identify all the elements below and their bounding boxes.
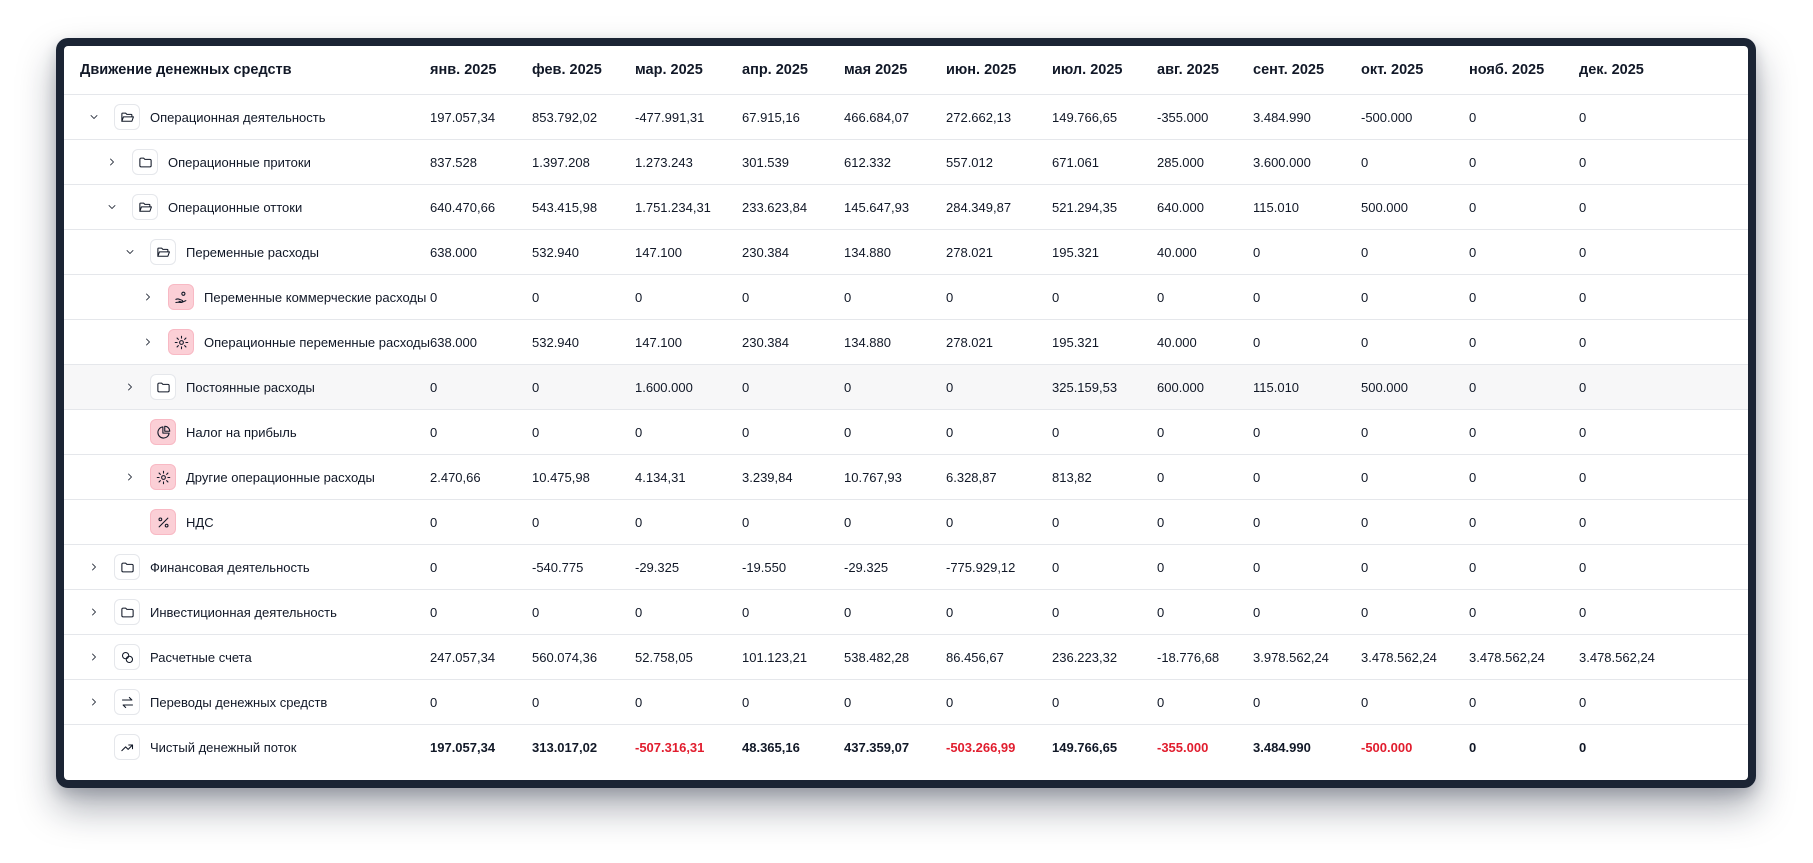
value-cell: 0: [532, 275, 635, 320]
value-cell: 853.792,02: [532, 95, 635, 140]
value-cell: 0: [635, 275, 742, 320]
folder-icon: [114, 599, 140, 625]
table-row[interactable]: [64, 320, 1748, 365]
value-cell: 0: [1579, 680, 1748, 725]
value-cell: 0: [1157, 410, 1253, 455]
value-cell: 0: [844, 680, 946, 725]
row-label: Чистый денежный поток: [150, 739, 297, 755]
row-header: [80, 509, 430, 535]
value-cell: 2.470,66: [430, 455, 532, 500]
value-cell: 0: [1157, 275, 1253, 320]
chevron-right-icon[interactable]: [80, 600, 108, 624]
row-header-cell: [64, 230, 430, 275]
table-row[interactable]: [64, 590, 1748, 635]
value-cell: 532.940: [532, 320, 635, 365]
value-cell: 1.397.208: [532, 140, 635, 185]
value-cell: 230.384: [742, 230, 844, 275]
row-header: [80, 284, 430, 310]
value-cell: 0: [1253, 545, 1361, 590]
month-header: июл. 2025: [1052, 46, 1157, 95]
value-cell: 0: [742, 590, 844, 635]
value-cell: 0: [1469, 140, 1579, 185]
value-cell: 4.134,31: [635, 455, 742, 500]
value-cell: 0: [1469, 500, 1579, 545]
value-cell: 0: [1361, 680, 1469, 725]
value-cell: 0: [1052, 275, 1157, 320]
value-cell: 638.000: [430, 230, 532, 275]
table-row[interactable]: [64, 140, 1748, 185]
value-cell: 0: [532, 590, 635, 635]
row-label: Операционные притоки: [168, 154, 311, 170]
row-header: [80, 734, 430, 760]
table-row[interactable]: [64, 410, 1748, 455]
value-cell: 0: [1361, 545, 1469, 590]
row-header-cell: [64, 140, 430, 185]
row-header: [80, 149, 430, 175]
value-cell: 0: [1253, 275, 1361, 320]
folder-open-icon: [132, 194, 158, 220]
value-cell: 0: [635, 590, 742, 635]
chevron-right-icon[interactable]: [80, 690, 108, 714]
chevron-right-icon[interactable]: [80, 555, 108, 579]
folder-icon: [114, 554, 140, 580]
value-cell: 233.623,84: [742, 185, 844, 230]
value-cell: 3.478.562,24: [1361, 635, 1469, 680]
value-cell: 147.100: [635, 230, 742, 275]
table-row[interactable]: [64, 230, 1748, 275]
row-label: Финансовая деятельность: [150, 559, 310, 575]
row-header: [80, 419, 430, 445]
value-cell: 0: [844, 500, 946, 545]
row-header: [80, 374, 430, 400]
value-cell: 52.758,05: [635, 635, 742, 680]
value-cell: 67.915,16: [742, 95, 844, 140]
row-label: Операционные оттоки: [168, 199, 303, 215]
value-cell: 0: [946, 365, 1052, 410]
chevron-down-icon[interactable]: [80, 105, 108, 129]
row-label: Переменные коммерческие расходы: [204, 289, 427, 305]
row-header: [80, 599, 430, 625]
trending-up-icon: [114, 734, 140, 760]
header-row: [64, 46, 1748, 95]
chevron-right-icon[interactable]: [116, 375, 144, 399]
value-cell: 0: [1052, 680, 1157, 725]
chevron-right-icon[interactable]: [134, 330, 162, 354]
month-header: нояб. 2025: [1469, 46, 1579, 95]
value-cell: 278.021: [946, 320, 1052, 365]
total-row: [64, 725, 1748, 770]
row-header-cell: [64, 275, 430, 320]
value-cell: 0: [1157, 455, 1253, 500]
value-cell: 6.328,87: [946, 455, 1052, 500]
value-cell: 0: [946, 500, 1052, 545]
value-cell: 1.600.000: [635, 365, 742, 410]
value-cell: 0: [1469, 365, 1579, 410]
value-cell: 1.273.243: [635, 140, 742, 185]
month-header: апр. 2025: [742, 46, 844, 95]
value-cell: 0: [1469, 455, 1579, 500]
value-cell: 0: [1361, 230, 1469, 275]
row-header: [80, 689, 430, 715]
value-cell: -18.776,68: [1157, 635, 1253, 680]
value-cell: 10.475,98: [532, 455, 635, 500]
value-cell: 0: [532, 680, 635, 725]
chevron-down-icon[interactable]: [116, 240, 144, 264]
month-header: мая 2025: [844, 46, 946, 95]
table-row[interactable]: [64, 95, 1748, 140]
chevron-right-icon[interactable]: [134, 285, 162, 309]
value-cell: 0: [1579, 320, 1748, 365]
value-cell: 0: [844, 410, 946, 455]
value-cell: 0: [1253, 320, 1361, 365]
value-cell: 272.662,13: [946, 95, 1052, 140]
row-header-cell: [64, 590, 430, 635]
row-header-cell: [64, 95, 430, 140]
value-cell: 278.021: [946, 230, 1052, 275]
value-cell: 134.880: [844, 320, 946, 365]
value-cell: 10.767,93: [844, 455, 946, 500]
value-cell: 0: [1361, 140, 1469, 185]
value-cell: 813,82: [1052, 455, 1157, 500]
value-cell: 0: [946, 590, 1052, 635]
value-cell: 0: [1579, 95, 1748, 140]
month-header: сент. 2025: [1253, 46, 1361, 95]
value-cell: -775.929,12: [946, 545, 1052, 590]
value-cell: 0: [1469, 590, 1579, 635]
value-cell: 0: [1579, 455, 1748, 500]
row-header-cell: [64, 365, 430, 410]
value-cell: 0: [1052, 500, 1157, 545]
folder-icon: [150, 374, 176, 400]
value-cell: 0: [1157, 590, 1253, 635]
value-cell: 0: [430, 545, 532, 590]
value-cell: 538.482,28: [844, 635, 946, 680]
value-cell: 0: [1361, 320, 1469, 365]
value-cell: 0: [1579, 545, 1748, 590]
value-cell: 147.100: [635, 320, 742, 365]
value-cell: 0: [1469, 95, 1579, 140]
value-cell: -507.316,31: [635, 739, 705, 755]
value-cell: 0: [1579, 365, 1748, 410]
value-cell: 0: [1253, 410, 1361, 455]
row-header-cell: [64, 680, 430, 725]
value-cell: 149.766,65: [1052, 739, 1118, 755]
value-cell: 0: [1253, 500, 1361, 545]
value-cell: 101.123,21: [742, 635, 844, 680]
cashflow-card: [64, 46, 1748, 780]
value-cell: 197.057,34: [430, 739, 496, 755]
value-cell: 521.294,35: [1052, 185, 1157, 230]
value-cell: -29.325: [635, 545, 742, 590]
value-cell: 145.647,93: [844, 185, 946, 230]
value-cell: 134.880: [844, 230, 946, 275]
value-cell: -500.000: [1361, 739, 1413, 755]
value-cell: 149.766,65: [1052, 95, 1157, 140]
value-cell: 0: [1579, 410, 1748, 455]
value-cell: 3.484.990: [1253, 739, 1311, 755]
value-cell: 0: [635, 680, 742, 725]
value-cell: 0: [742, 680, 844, 725]
value-cell: 115.010: [1253, 185, 1361, 230]
cashflow-table: [64, 46, 1748, 769]
percent-icon: [150, 509, 176, 535]
value-cell: 0: [1157, 680, 1253, 725]
table-row[interactable]: [64, 365, 1748, 410]
folder-open-icon: [150, 239, 176, 265]
value-cell: 0: [1469, 320, 1579, 365]
value-cell: 640.470,66: [430, 185, 532, 230]
row-header-cell: [64, 320, 430, 365]
value-cell: -477.991,31: [635, 95, 742, 140]
row-header-cell: [64, 455, 430, 500]
month-header: окт. 2025: [1361, 46, 1469, 95]
value-cell: 0: [1361, 500, 1469, 545]
value-cell: 0: [430, 365, 532, 410]
table-row[interactable]: [64, 635, 1748, 680]
window-frame: [56, 38, 1756, 788]
value-cell: 640.000: [1157, 185, 1253, 230]
value-cell: 48.365,16: [742, 739, 800, 755]
value-cell: 0: [1253, 680, 1361, 725]
value-cell: 0: [1253, 590, 1361, 635]
value-cell: 0: [532, 410, 635, 455]
chevron-spacer: [116, 510, 144, 534]
chevron-spacer: [80, 735, 108, 759]
value-cell: -503.266,99: [946, 739, 1016, 755]
value-cell: 40.000: [1157, 320, 1253, 365]
value-cell: 0: [1469, 275, 1579, 320]
month-header: янв. 2025: [430, 46, 532, 95]
row-header-cell: [64, 500, 430, 545]
table-title: Движение денежных средств: [64, 46, 430, 95]
value-cell: 0: [1579, 140, 1748, 185]
chevron-right-icon[interactable]: [80, 645, 108, 669]
row-header-cell: [64, 725, 430, 770]
row-header-cell: [64, 545, 430, 590]
value-cell: 0: [1469, 230, 1579, 275]
value-cell: 0: [742, 275, 844, 320]
gear-icon: [150, 464, 176, 490]
chevron-down-icon[interactable]: [98, 195, 126, 219]
value-cell: 0: [532, 365, 635, 410]
row-label: Налог на прибыль: [186, 424, 297, 440]
value-cell: 600.000: [1157, 365, 1253, 410]
month-header: июн. 2025: [946, 46, 1052, 95]
month-header: дек. 2025: [1579, 46, 1748, 95]
value-cell: 3.239,84: [742, 455, 844, 500]
hand-coins-icon: [168, 284, 194, 310]
value-cell: 0: [1579, 739, 1587, 755]
value-cell: 0: [1361, 455, 1469, 500]
value-cell: 115.010: [1253, 365, 1361, 410]
table-row[interactable]: [64, 545, 1748, 590]
chevron-right-icon[interactable]: [116, 465, 144, 489]
folder-open-icon: [114, 104, 140, 130]
row-header: [80, 554, 430, 580]
row-label: Переменные расходы: [186, 244, 319, 260]
value-cell: 837.528: [430, 140, 532, 185]
value-cell: 557.012: [946, 140, 1052, 185]
value-cell: 195.321: [1052, 320, 1157, 365]
value-cell: 325.159,53: [1052, 365, 1157, 410]
value-cell: 0: [1579, 275, 1748, 320]
value-cell: 0: [1579, 590, 1748, 635]
value-cell: 313.017,02: [532, 739, 598, 755]
value-cell: 638.000: [430, 320, 532, 365]
value-cell: 284.349,87: [946, 185, 1052, 230]
arrows-transfer-icon: [114, 689, 140, 715]
pie-chart-icon: [150, 419, 176, 445]
value-cell: 0: [1052, 545, 1157, 590]
table-row[interactable]: [64, 680, 1748, 725]
value-cell: -355.000: [1157, 95, 1253, 140]
table-row[interactable]: [64, 185, 1748, 230]
value-cell: 0: [532, 500, 635, 545]
month-header: мар. 2025: [635, 46, 742, 95]
row-label: Другие операционные расходы: [186, 469, 375, 485]
row-header: [80, 644, 430, 670]
value-cell: -355.000: [1157, 739, 1209, 755]
value-cell: 0: [742, 410, 844, 455]
value-cell: 0: [1579, 230, 1748, 275]
value-cell: 0: [1469, 545, 1579, 590]
value-cell: 0: [430, 590, 532, 635]
value-cell: 0: [430, 500, 532, 545]
value-cell: 543.415,98: [532, 185, 635, 230]
row-label: Операционные переменные расходы: [204, 334, 430, 350]
chevron-spacer: [116, 420, 144, 444]
value-cell: 0: [1253, 230, 1361, 275]
value-cell: 236.223,32: [1052, 635, 1157, 680]
row-header-cell: [64, 635, 430, 680]
value-cell: 197.057,34: [430, 95, 532, 140]
value-cell: -29.325: [844, 545, 946, 590]
value-cell: 0: [1157, 500, 1253, 545]
value-cell: 3.978.562,24: [1253, 635, 1361, 680]
value-cell: 0: [430, 410, 532, 455]
value-cell: 0: [742, 365, 844, 410]
value-cell: 3.484.990: [1253, 95, 1361, 140]
value-cell: 500.000: [1361, 185, 1469, 230]
row-header: [80, 464, 430, 490]
value-cell: 0: [946, 410, 1052, 455]
value-cell: 560.074,36: [532, 635, 635, 680]
value-cell: 195.321: [1052, 230, 1157, 275]
value-cell: 0: [1469, 680, 1579, 725]
folder-icon: [132, 149, 158, 175]
row-label: Расчетные счета: [150, 649, 252, 665]
coins-icon: [114, 644, 140, 670]
row-label: НДС: [186, 514, 214, 530]
row-header: [80, 104, 430, 130]
value-cell: 0: [430, 275, 532, 320]
value-cell: 285.000: [1157, 140, 1253, 185]
table-row[interactable]: [64, 275, 1748, 320]
row-label: Переводы денежных средств: [150, 694, 328, 710]
value-cell: 0: [1253, 455, 1361, 500]
value-cell: 0: [1469, 739, 1477, 755]
value-cell: 3.478.562,24: [1469, 635, 1579, 680]
row-header: [80, 194, 430, 220]
value-cell: 0: [635, 500, 742, 545]
row-label: Операционная деятельность: [150, 109, 326, 125]
row-header: [80, 239, 430, 265]
value-cell: 230.384: [742, 320, 844, 365]
value-cell: 0: [635, 410, 742, 455]
value-cell: 3.478.562,24: [1579, 635, 1748, 680]
value-cell: 247.057,34: [430, 635, 532, 680]
value-cell: 532.940: [532, 230, 635, 275]
value-cell: -540.775: [532, 545, 635, 590]
value-cell: 301.539: [742, 140, 844, 185]
value-cell: 0: [1579, 185, 1748, 230]
value-cell: -500.000: [1361, 95, 1469, 140]
value-cell: 0: [1052, 410, 1157, 455]
value-cell: 3.600.000: [1253, 140, 1361, 185]
value-cell: 0: [1157, 545, 1253, 590]
value-cell: 0: [1361, 275, 1469, 320]
value-cell: 500.000: [1361, 365, 1469, 410]
value-cell: 0: [844, 275, 946, 320]
row-header-cell: [64, 185, 430, 230]
row-label: Инвестиционная деятельность: [150, 604, 337, 620]
value-cell: 0: [1361, 410, 1469, 455]
value-cell: 0: [430, 680, 532, 725]
table-row[interactable]: [64, 500, 1748, 545]
value-cell: 0: [844, 365, 946, 410]
value-cell: 0: [946, 680, 1052, 725]
value-cell: 0: [1469, 185, 1579, 230]
value-cell: 40.000: [1157, 230, 1253, 275]
value-cell: 0: [1469, 410, 1579, 455]
value-cell: 612.332: [844, 140, 946, 185]
value-cell: 0: [1361, 590, 1469, 635]
row-header: [80, 329, 430, 355]
value-cell: 0: [1052, 590, 1157, 635]
month-header: фев. 2025: [532, 46, 635, 95]
value-cell: 86.456,67: [946, 635, 1052, 680]
value-cell: 0: [742, 500, 844, 545]
value-cell: -19.550: [742, 545, 844, 590]
gear-icon: [168, 329, 194, 355]
row-label: Постоянные расходы: [186, 379, 315, 395]
value-cell: 0: [844, 590, 946, 635]
value-cell: 671.061: [1052, 140, 1157, 185]
value-cell: 0: [946, 275, 1052, 320]
chevron-right-icon[interactable]: [98, 150, 126, 174]
value-cell: 437.359,07: [844, 739, 910, 755]
value-cell: 466.684,07: [844, 95, 946, 140]
value-cell: 1.751.234,31: [635, 185, 742, 230]
month-header: авг. 2025: [1157, 46, 1253, 95]
row-header-cell: [64, 410, 430, 455]
table-row[interactable]: [64, 455, 1748, 500]
value-cell: 0: [1579, 500, 1748, 545]
